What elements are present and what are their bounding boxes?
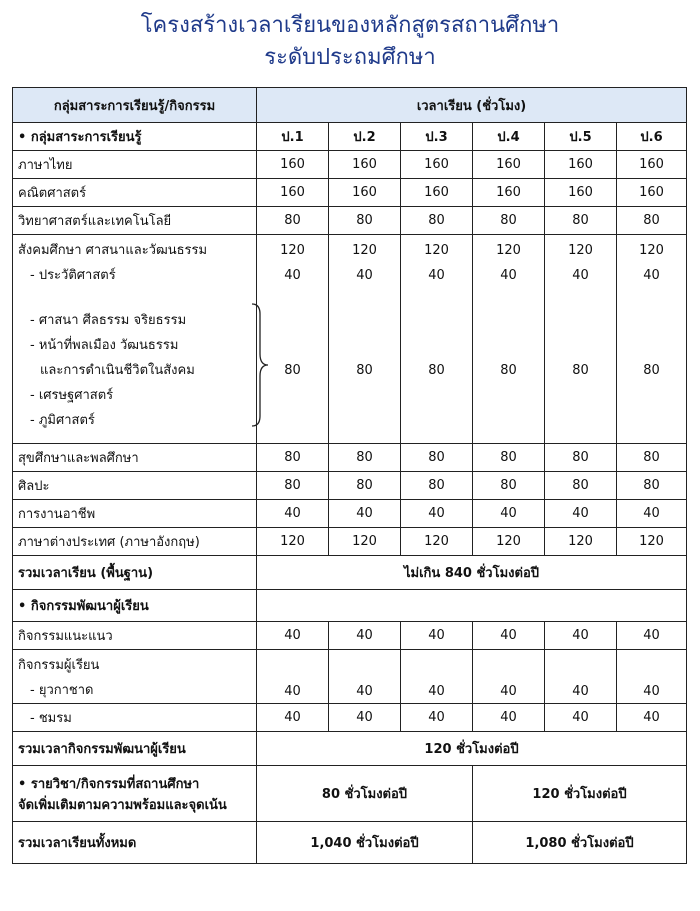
row-label: ศิลปะ: [13, 472, 257, 500]
hours-cell: 80: [617, 444, 687, 472]
hours-cell: 40: [329, 622, 401, 650]
hours-cell: 120: [568, 243, 593, 258]
total-basic-value: ไม่เกิน 840 ชั่วโมงต่อปี: [257, 556, 687, 590]
hours-cell: 80: [617, 472, 687, 500]
row-label: ภาษาต่างประเทศ (ภาษาอังกฤษ): [13, 528, 257, 556]
hours-cell: 160: [329, 179, 401, 207]
row-label: - ชมรม: [13, 704, 257, 732]
hours-cell: 80: [401, 207, 473, 235]
extra-label-line1: • รายวิชา/กิจกรรมที่สถานศึกษา: [18, 776, 200, 792]
row-label: คณิตศาสตร์: [13, 179, 257, 207]
table-row: [13, 622, 687, 650]
hours-cell: 120: [496, 243, 521, 258]
table-row-total-all: [13, 822, 687, 864]
hours-cell: 120: [473, 528, 545, 556]
hours-cell: 40: [500, 268, 517, 283]
subgroup-item: - ศาสนา ศีลธรรม จริยธรรม: [30, 313, 187, 328]
hours-cell: 80: [545, 444, 617, 472]
total-all-p4-6: 1,080 ชั่วโมงต่อปี: [473, 822, 687, 864]
row-label: การงานอาชีพ: [13, 500, 257, 528]
hours-cell: 80: [257, 207, 329, 235]
total-activities-value: 120 ชั่วโมงต่อปี: [257, 732, 687, 766]
total-all-p1-3: 1,040 ชั่วโมงต่อปี: [257, 822, 473, 864]
hours-cell: 80: [257, 444, 329, 472]
social-hours-col: [473, 235, 545, 444]
extra-value-p1-3: 80 ชั่วโมงต่อปี: [257, 766, 473, 822]
table-row-social: [13, 235, 687, 444]
hours-cell: 40: [401, 704, 473, 732]
row-label: สังคมศึกษา ศาสนาและวัฒนธรรม: [18, 243, 208, 258]
social-hours-col: [329, 235, 401, 444]
table-row-total-basic: [13, 556, 687, 590]
table-row: [13, 472, 687, 500]
hours-cell: 40: [257, 650, 329, 704]
row-label: - ยุวกาชาด: [30, 683, 94, 698]
section-activities: • กิจกรรมพัฒนาผู้เรียน: [13, 590, 257, 622]
hours-cell: 160: [257, 179, 329, 207]
hours-cell: 40: [257, 704, 329, 732]
subgroup-item: - หน้าที่พลเมือง วัฒนธรรม: [30, 338, 179, 353]
hours-cell: 160: [401, 179, 473, 207]
hours-cell: 80: [401, 444, 473, 472]
hours-cell: 40: [401, 500, 473, 528]
hours-cell: 120: [280, 243, 305, 258]
table-row: [13, 704, 687, 732]
extra-label-line2: จัดเพิ่มเติมตามความพร้อมและจุดเน้น: [18, 797, 227, 813]
hours-cell: 40: [617, 500, 687, 528]
page-subtitle: ระดับประถมศึกษา: [264, 45, 436, 70]
extra-value-p4-6: 120 ชั่วโมงต่อปี: [473, 766, 687, 822]
table-row-extra: [13, 766, 687, 822]
table-row-student-activities: [13, 650, 687, 704]
hours-cell: 80: [545, 472, 617, 500]
hours-cell: 160: [257, 151, 329, 179]
hours-cell: 80: [473, 444, 545, 472]
hours-cell: 80: [428, 363, 445, 378]
hours-cell: 40: [545, 650, 617, 704]
hours-cell: 120: [352, 243, 377, 258]
history-label: - ประวัติศาสตร์: [30, 268, 116, 283]
table-row: [13, 500, 687, 528]
table-row: [13, 179, 687, 207]
hours-cell: 80: [356, 363, 373, 378]
grade-header: ป.5: [545, 123, 617, 151]
hours-cell: 80: [617, 207, 687, 235]
hours-cell: 160: [329, 151, 401, 179]
subgroup-item: - เศรษฐศาสตร์: [30, 388, 114, 403]
table-row: [13, 528, 687, 556]
hours-cell: 80: [572, 363, 589, 378]
social-subgroup: [18, 308, 251, 433]
total-basic-label: รวมเวลาเรียน (พื้นฐาน): [13, 556, 257, 590]
grade-header: ป.1: [257, 123, 329, 151]
hours-cell: 160: [401, 151, 473, 179]
social-hours-col: [617, 235, 687, 444]
row-label: สุขศึกษาและพลศึกษา: [13, 444, 257, 472]
hours-cell: 80: [329, 207, 401, 235]
subgroup-item: - ภูมิศาสตร์: [30, 413, 95, 428]
row-label: กิจกรรมผู้เรียน: [18, 658, 100, 673]
hours-cell: 120: [401, 528, 473, 556]
hours-cell: 40: [617, 622, 687, 650]
hours-cell: 80: [284, 363, 301, 378]
total-all-label: รวมเวลาเรียนทั้งหมด: [13, 822, 257, 864]
table-row: [13, 444, 687, 472]
hours-cell: 80: [473, 207, 545, 235]
hours-cell: 80: [401, 472, 473, 500]
subgroup-item: และการดำเนินชีวิตในสังคม: [40, 363, 195, 378]
hours-cell: 40: [572, 268, 589, 283]
hours-cell: 40: [473, 500, 545, 528]
hours-cell: 40: [617, 704, 687, 732]
hours-cell: 40: [329, 650, 401, 704]
hours-cell: 160: [473, 151, 545, 179]
hours-cell: 80: [473, 472, 545, 500]
hours-cell: 120: [329, 528, 401, 556]
hours-cell: 40: [617, 650, 687, 704]
time-structure-table: [12, 87, 687, 864]
hours-cell: 40: [284, 268, 301, 283]
grade-header: ป.4: [473, 123, 545, 151]
hours-cell: 120: [424, 243, 449, 258]
grade-header: ป.6: [617, 123, 687, 151]
hours-cell: 80: [545, 207, 617, 235]
header-subject: กลุ่มสาระการเรียนรู้/กิจกรรม: [13, 88, 257, 123]
hours-cell: 120: [545, 528, 617, 556]
hours-cell: 120: [257, 528, 329, 556]
social-label-cell: [13, 235, 257, 444]
header-hours: เวลาเรียน (ชั่วโมง): [257, 88, 687, 123]
section-subjects: • กลุ่มสาระการเรียนรู้: [13, 123, 257, 151]
hours-cell: 160: [545, 179, 617, 207]
hours-cell: 40: [473, 704, 545, 732]
hours-cell: 40: [257, 622, 329, 650]
hours-cell: 40: [545, 500, 617, 528]
hours-cell: 80: [329, 472, 401, 500]
hours-cell: 120: [639, 243, 664, 258]
hours-cell: 160: [545, 151, 617, 179]
hours-cell: 40: [643, 268, 660, 283]
hours-cell: 120: [617, 528, 687, 556]
hours-cell: 40: [545, 704, 617, 732]
hours-cell: 40: [257, 500, 329, 528]
grade-header: ป.2: [329, 123, 401, 151]
hours-cell: 160: [617, 179, 687, 207]
hours-cell: 80: [257, 472, 329, 500]
table-row-section-activities: [13, 590, 687, 622]
empty-cell: [257, 590, 687, 622]
hours-cell: 80: [643, 363, 660, 378]
hours-cell: 40: [473, 650, 545, 704]
grade-header: ป.3: [401, 123, 473, 151]
row-label: กิจกรรมแนะแนว: [13, 622, 257, 650]
total-activities-label: รวมเวลากิจกรรมพัฒนาผู้เรียน: [13, 732, 257, 766]
hours-cell: 40: [401, 622, 473, 650]
hours-cell: 40: [545, 622, 617, 650]
student-activities-cell: [13, 650, 257, 704]
row-label: ภาษาไทย: [13, 151, 257, 179]
hours-cell: 40: [329, 500, 401, 528]
social-hours-col: [545, 235, 617, 444]
hours-cell: 40: [356, 268, 373, 283]
row-label: วิทยาศาสตร์และเทคโนโลยี: [13, 207, 257, 235]
hours-cell: 40: [473, 622, 545, 650]
table-row-total-activities: [13, 732, 687, 766]
hours-cell: 160: [617, 151, 687, 179]
hours-cell: 40: [329, 704, 401, 732]
hours-cell: 80: [500, 363, 517, 378]
hours-cell: 80: [329, 444, 401, 472]
table-row: [13, 151, 687, 179]
extra-label-cell: [13, 766, 257, 822]
brace-icon: [250, 302, 270, 428]
hours-cell: 160: [473, 179, 545, 207]
page-title: โครงสร้างเวลาเรียนของหลักสูตรสถานศึกษา: [140, 13, 560, 38]
hours-cell: 40: [428, 268, 445, 283]
table-row: [13, 207, 687, 235]
social-hours-col: [401, 235, 473, 444]
hours-cell: 40: [401, 650, 473, 704]
